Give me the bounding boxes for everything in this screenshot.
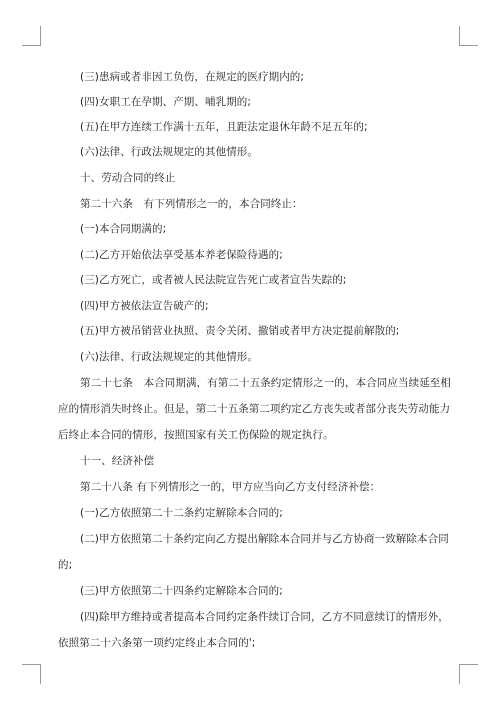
crop-mark-bottom-right-vertical [459, 664, 460, 684]
crop-mark-top-right-horizontal [459, 45, 478, 46]
clause-line: (六)法律、行政法规规定的其他情形。 [80, 351, 258, 363]
crop-mark-top-left-horizontal [22, 45, 41, 46]
clause-line: (三)甲方依照第二十四条约定解除本合同的; [80, 585, 283, 597]
clause-line: (四)甲方被依法宣告破产的; [80, 300, 209, 312]
clause-line: (二)甲方依照第二十条约定向乙方提出解除本合同并与乙方协商一致解除本合同 [80, 533, 449, 545]
clause-line: (二)乙方开始依法享受基本养老保险待遇的; [80, 249, 283, 261]
crop-mark-top-right-vertical [459, 26, 460, 46]
clause-line: (六)法律、行政法规规定的其他情形。 [80, 146, 258, 158]
clause-line: (三)乙方死亡，或者被人民法院宣告死亡或者宣告失踪的; [80, 274, 347, 286]
section-heading: 十、劳动合同的终止 [80, 172, 176, 184]
clause-line-continuation: 的; [58, 559, 73, 571]
section-heading: 十一、经济补偿 [80, 455, 155, 467]
clause-line: (五)在甲方连续工作满十五年，且距法定退休年龄不足五年的; [80, 121, 368, 133]
article-heading: 第二十六条 有下列情形之一的，本合同终止： [80, 198, 303, 210]
article-heading: 第二十八条 有下列情形之一的，甲方应当向乙方支付经济补偿： [80, 481, 381, 493]
clause-line-continuation: 依照第二十六条第一项约定终止本合同的'; [58, 637, 256, 649]
clause-line: (一)本合同期满的; [80, 223, 167, 235]
clause-line: (四)女职工在孕期、产期、哺乳期的; [80, 96, 252, 108]
article-paragraph-line: 应的情形消失时终止。但是，第二十五条第二项约定乙方丧失或者部分丧失劳动能力 [58, 403, 451, 415]
clause-line: (三)患病或者非因工负伤，在规定的医疗期内的; [80, 71, 305, 83]
article-paragraph-line: 后终止本合同的情形，按照国家有关工伤保险的规定执行。 [58, 429, 334, 441]
crop-mark-bottom-left-horizontal [22, 664, 41, 665]
clause-line: (一)乙方依照第二十二条约定解除本合同的; [80, 507, 283, 519]
crop-mark-bottom-left-vertical [40, 664, 41, 684]
clause-line: (五)甲方被吊销营业执照、责令关闭、撤销或者甲方决定提前解散的; [80, 325, 400, 337]
crop-mark-top-left-vertical [40, 26, 41, 46]
clause-line: (四)除甲方维持或者提高本合同约定条件续订合同，乙方不同意续订的情形外， [80, 611, 449, 623]
crop-mark-bottom-right-horizontal [459, 664, 478, 665]
article-paragraph-line: 第二十七条 本合同期满，有第二十五条约定情形之一的，本合同应当续延至相 [80, 377, 451, 389]
